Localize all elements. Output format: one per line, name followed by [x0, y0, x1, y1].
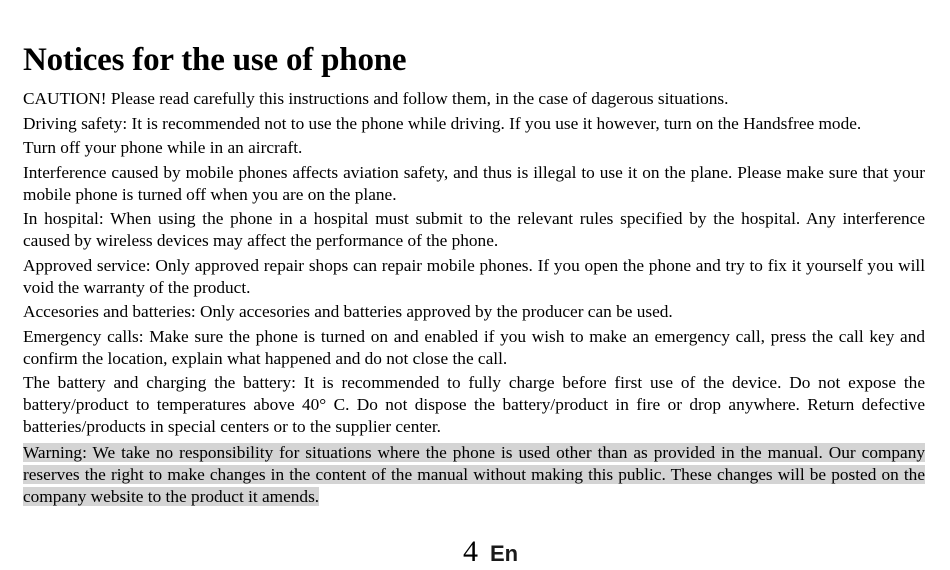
- hospital-paragraph: In hospital: When using the phone in a hospital must submit to the relevant rules specified by the hospital. Any interference caused by wireless devices may affect the performance of the phone.: [23, 209, 925, 250]
- accessories-paragraph: Accesories and batteries: Only accesories and batteries approved by the producer can be used.: [23, 302, 673, 321]
- approved-service-paragraph: Approved service: Only approved repair shops can repair mobile phones. If you open the phone and try to fix it yourself you will void the warranty of the product.: [23, 255, 925, 297]
- interference-paragraph: Interference caused by mobile phones affects aviation safety, and thus is illegal to use it on the plane. Please make sure that your mobile phone is turned off when you are on the plane.: [23, 162, 925, 204]
- warning-highlight: Warning: We take no responsibility for situations where the phone is used other than as provided in the manual. Our company reserves the right to make changes in the content of the manual without making this public. These changes will be posted on the company website to the product it amends.: [23, 443, 925, 506]
- page-footer: [463, 536, 518, 568]
- manual-page: [23, 38, 925, 511]
- page-title: Notices for the use of phone: [23, 42, 407, 78]
- aircraft-paragraph: Turn off your phone while in an aircraft.: [23, 138, 303, 157]
- warning-paragraph: [23, 442, 925, 508]
- caution-paragraph: CAUTION! Please read carefully this instructions and follow them, in the case of dagerous situations.: [23, 89, 729, 108]
- driving-safety-paragraph: Driving safety: It is recommended not to use the phone while driving. If you use it however, turn on the Handsfree mode.: [23, 113, 862, 133]
- battery-paragraph: The battery and charging the battery: It is recommended to fully charge before first use of the device. Do not expose the battery/product to temperatures above 40° C. Do not dispose the battery/product in fire or drop anywhere. Return defective batteries/products in special centers or to the supplier center.: [23, 373, 925, 436]
- page-number: 4: [463, 535, 478, 568]
- language-label: En: [490, 541, 519, 566]
- emergency-calls-paragraph: Emergency calls: Make sure the phone is turned on and enabled if you wish to make an emergency call, press the call key and confirm the location, explain what happened and do not close the call.: [23, 326, 925, 368]
